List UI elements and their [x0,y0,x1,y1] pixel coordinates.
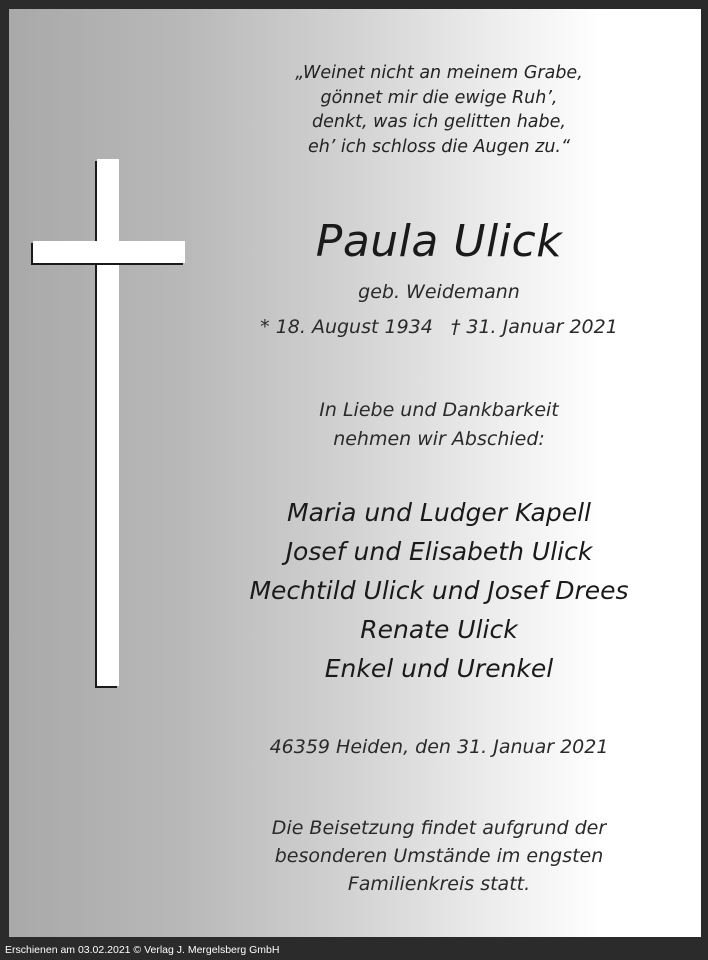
quote-line: denkt, was ich gelitten habe, [312,112,566,132]
birth-date: * 18. August 1934 [260,316,433,338]
mourner-entry: Mechtild Ulick und Josef Drees [249,576,629,605]
deceased-name: Paula Ulick [315,216,563,267]
cross-icon-beam [33,241,185,263]
place-and-date: 46359 Heiden, den 31. Januar 2021 [269,736,609,758]
burial-note [239,814,639,898]
burial-line: Die Beisetzung findet aufgrund der [271,817,607,839]
quote-line: gönnet mir die ewige Ruh’, [320,87,558,108]
mourners-list [239,493,639,688]
farewell-text [239,396,639,454]
death-date: † 31. Januar 2021 [450,316,618,338]
quote-line: „Weinet nicht an meinem Grabe, [295,63,583,83]
mourner-entry: Renate Ulick [360,615,518,644]
publication-footer: Erschienen am 03.02.2021 © Verlag J. Mergelsberg GmbH [5,944,280,956]
mourner-entry: Josef und Elisabeth Ulick [285,537,593,566]
mourner-entry: Enkel und Urenkel [324,654,554,683]
cross-icon [97,159,119,686]
life-dates [239,314,639,340]
burial-line: besonderen Umstände im engsten [274,845,604,867]
farewell-line: In Liebe und Dankbarkeit [319,399,559,421]
burial-line: Familienkreis statt. [347,873,531,895]
farewell-line: nehmen wir Abschied: [333,428,545,450]
obituary-notice [9,9,701,937]
quote-line: eh’ ich schloss die Augen zu.“ [307,136,571,157]
memorial-quote [239,61,639,159]
birth-name: geb. Weidemann [358,281,520,303]
mourner-entry: Maria und Ludger Kapell [287,498,591,527]
